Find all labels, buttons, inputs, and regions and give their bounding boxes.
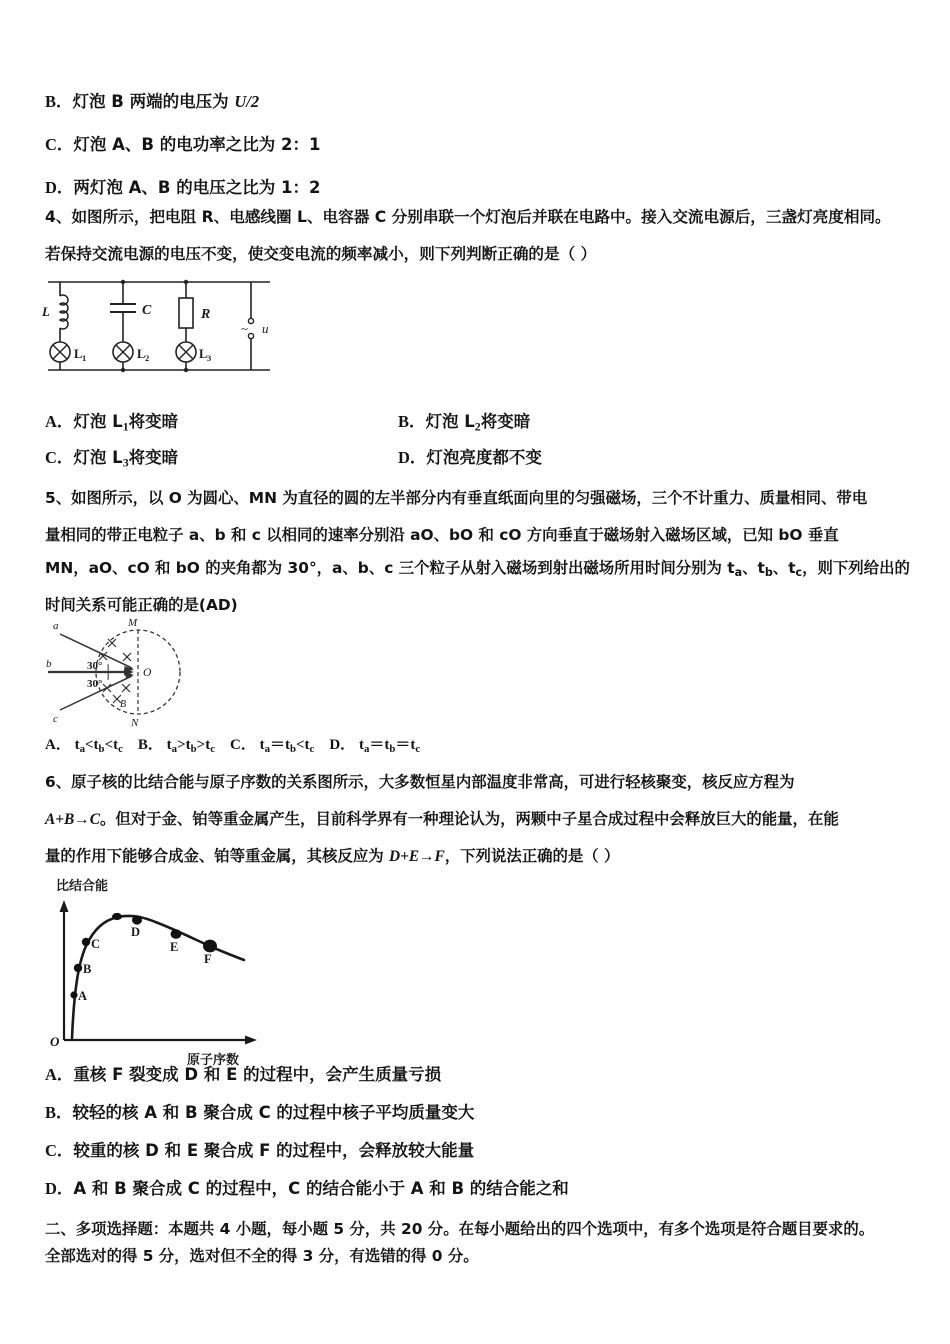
q3-option-c-letter: C． bbox=[45, 135, 74, 154]
q6-stem-line-3-pre: 量的作用下能够合成金、铂等重金属，其核反应为 bbox=[45, 847, 389, 865]
q6-stem-line-3 bbox=[45, 845, 619, 868]
q5-stem-line-3-post: ，则下列给出的 bbox=[802, 559, 910, 577]
q6-reaction-2: D+E→F bbox=[388, 848, 445, 865]
q6-option-a-letter: A． bbox=[45, 1065, 74, 1084]
q4-option-d-label: 灯泡亮度都不变 bbox=[426, 448, 542, 467]
q4-stem-line-2: 若保持交流电源的电压不变，使交变电流的频率减小，则下列判断正确的是（ ） bbox=[45, 245, 597, 263]
point-label-A: A bbox=[78, 989, 88, 1003]
q3-option-d bbox=[45, 174, 320, 198]
q6-option-c-text: 较重的核 D 和 E 聚合成 F 的过程中，会释放较大能量 bbox=[73, 1141, 475, 1160]
q5-sep-1: 、t bbox=[742, 559, 765, 577]
q4-option-a bbox=[45, 408, 178, 434]
q3-option-c-text: 灯泡 A、B 的电功率之比为 2：1 bbox=[73, 135, 321, 154]
q4-stem-line-1: 4、如图所示，把电阻 R、电感线圈 L、电容器 C 分别串联一个灯泡后并联在电路中。接入交流电源后，三盏灯亮度相同。 bbox=[45, 208, 891, 226]
q6-stem-line-3-post: ，下列说法正确的是（ ） bbox=[444, 847, 620, 865]
q5-option-b: B． $t_a>t_b>t_c$ bbox=[137, 737, 215, 756]
q6-stem-line-2 bbox=[45, 808, 839, 831]
x-axis-arrowhead bbox=[245, 1036, 257, 1045]
q4-option-c-tail: 将变暗 bbox=[128, 448, 179, 467]
q5-option-d-letter: D． bbox=[329, 737, 356, 753]
q4-option-a-sub: 1 bbox=[122, 419, 129, 434]
q3-option-b bbox=[45, 88, 259, 112]
q5-sub-c: c bbox=[795, 566, 803, 580]
q6-option-d-text: A 和 B 聚合成 C 的过程中，C 的结合能小于 A 和 B 的结合能之和 bbox=[73, 1179, 569, 1198]
label-a: a bbox=[53, 620, 59, 632]
lamp-1-label: L bbox=[74, 347, 83, 361]
point-label-D: D bbox=[131, 925, 141, 939]
q6-stem-line-2-text: 。但对于金、铂等重金属产生，目前科学界有一种理论认为，两颗中子星合成过程中会释放巨大的能量，在能 bbox=[99, 810, 839, 828]
q6-option-b-text: 较轻的核 A 和 B 聚合成 C 的过程中核子平均质量变大 bbox=[72, 1103, 475, 1122]
data-point-B bbox=[74, 964, 82, 972]
ac-source-label: u bbox=[262, 321, 269, 336]
q5-option-a-letter: A． bbox=[45, 737, 71, 753]
angle-label-lower: 30° bbox=[87, 678, 103, 690]
q3-option-b-text: 灯泡 B 两端的电压为 bbox=[72, 92, 235, 111]
q4-option-b bbox=[398, 408, 530, 434]
q5-option-d: D． $t_a=t_b=t_c$ bbox=[329, 737, 421, 756]
q5-stem-line-3 bbox=[45, 557, 910, 582]
q5-stem-line-2: 量相同的带正电粒子 a、b 和 c 以相同的速率分别沿 aO、bO 和 cO 方向垂直于磁场射入磁场区域，已知 bO 垂直 bbox=[45, 526, 839, 544]
y-axis-label: 比结合能 bbox=[56, 878, 109, 893]
binding-energy-curve bbox=[72, 916, 244, 1038]
q4-option-b-tail: 将变暗 bbox=[480, 412, 531, 431]
q6-option-a bbox=[45, 1061, 441, 1085]
lamp-3-label: L bbox=[199, 347, 208, 361]
q6-option-d bbox=[45, 1175, 569, 1199]
q4-option-b-letter: B． bbox=[398, 412, 426, 431]
q6-option-b-letter: B． bbox=[45, 1103, 73, 1122]
point-label-C: C bbox=[91, 937, 101, 951]
q6-option-c-letter: C． bbox=[45, 1141, 74, 1160]
q4-option-a-tail: 将变暗 bbox=[128, 412, 179, 431]
q6-option-a-text: 重核 F 裂变成 D 和 E 的过程中，会产生质量亏损 bbox=[73, 1065, 442, 1084]
x-axis-label: 原子序数 bbox=[187, 1052, 240, 1067]
q6-option-c bbox=[45, 1137, 474, 1161]
label-O: O bbox=[143, 667, 152, 679]
q4-option-b-sub: 2 bbox=[474, 419, 481, 434]
data-point-A bbox=[70, 991, 77, 998]
data-point-F bbox=[203, 940, 217, 953]
capacitor-label: C bbox=[142, 303, 152, 318]
q5-stem-line-3-pre: MN，aO、cO 和 bO 的夹角都为 30°，a、b、c 三个粒子从射入磁场到射出磁场所用时间分别为 t bbox=[45, 559, 735, 577]
q5-option-c-letter: C． bbox=[229, 737, 256, 753]
origin-label: O bbox=[50, 1034, 60, 1049]
q3-option-d-letter: D． bbox=[45, 178, 74, 197]
q4-option-c-letter: C． bbox=[45, 448, 74, 467]
label-B-field: B bbox=[120, 699, 127, 710]
q5-stem-line-4: 时间关系可能正确的是(AD) bbox=[45, 596, 238, 614]
q4-option-a-label: 灯泡 L bbox=[73, 412, 123, 431]
data-point-D bbox=[132, 915, 142, 924]
q5-option-a: A． $t_a<t_b<t_c$ bbox=[45, 737, 123, 756]
q4-option-c-label: 灯泡 L bbox=[73, 448, 123, 467]
q5-option-b-letter: B． bbox=[137, 737, 163, 753]
q5-sub-b: b bbox=[764, 566, 773, 580]
q4-circuit-diagram bbox=[38, 272, 288, 380]
q6-stem-line-1: 6、原子核的比结合能与原子序数的关系图所示，大多数恒星内部温度非常高，可进行轻核聚变，核反应方程为 bbox=[45, 773, 795, 791]
q4-option-c-sub: 3 bbox=[122, 455, 129, 470]
q5-field-diagram bbox=[46, 612, 221, 730]
q3-option-b-letter: B． bbox=[45, 92, 73, 111]
lamp-3-sub: 3 bbox=[207, 353, 212, 363]
lamp-2-sub: 2 bbox=[145, 353, 150, 363]
point-label-B: B bbox=[83, 962, 92, 976]
resistor-label: R bbox=[201, 307, 211, 322]
q5-sub-a: a bbox=[734, 566, 743, 580]
q4-option-b-label: 灯泡 L bbox=[425, 412, 475, 431]
q3-option-b-formula: U/2 bbox=[234, 92, 260, 111]
label-M: M bbox=[128, 617, 138, 629]
lamp-1-sub: 1 bbox=[82, 353, 87, 363]
data-point-E bbox=[171, 929, 182, 939]
q3-option-d-text: 两灯泡 A、B 的电压之比为 1：2 bbox=[73, 178, 321, 197]
q4-option-c bbox=[45, 444, 178, 470]
section2-line-2: 全部选对的得 5 分，选对但不全的得 3 分，有选错的得 0 分。 bbox=[45, 1247, 479, 1265]
q6-reaction-1: A+B→C bbox=[45, 811, 100, 828]
q5-sep-2: 、t bbox=[772, 559, 796, 577]
q4-option-a-letter: A． bbox=[45, 412, 74, 431]
inductor-label: L bbox=[42, 304, 50, 319]
data-point-peak bbox=[112, 913, 122, 920]
label-N: N bbox=[131, 717, 139, 729]
lamp-2-label: L bbox=[137, 347, 146, 361]
label-b: b bbox=[46, 658, 52, 670]
point-label-E: E bbox=[170, 940, 179, 954]
q5-option-c: C． $t_a=t_b<t_c$ bbox=[229, 737, 315, 756]
y-axis-arrowhead bbox=[60, 900, 69, 912]
q6-option-d-letter: D． bbox=[45, 1179, 74, 1198]
ac-source-symbol: ~ bbox=[241, 321, 249, 336]
point-label-F: F bbox=[204, 952, 212, 966]
q5-stem-line-1: 5、如图所示，以 O 为圆心、MN 为直径的圆的左半部分内有垂直纸面向里的匀强磁场，三个不计重力、质量相同、带电 bbox=[45, 489, 868, 507]
q6-option-b bbox=[45, 1099, 474, 1123]
q5-options-row bbox=[45, 733, 420, 755]
q6-binding-energy-chart bbox=[42, 872, 342, 1067]
label-c: c bbox=[53, 713, 58, 725]
angle-label-upper: 30° bbox=[87, 660, 103, 672]
data-point-C bbox=[82, 938, 90, 946]
q3-option-c bbox=[45, 131, 320, 155]
q4-option-d-letter: D． bbox=[398, 448, 427, 467]
q4-option-d bbox=[398, 444, 542, 468]
section2-line-1: 二、多项选择题：本题共 4 小题，每小题 5 分，共 20 分。在每小题给出的四个选项中，有多个选项是符合题目要求的。 bbox=[45, 1220, 875, 1238]
